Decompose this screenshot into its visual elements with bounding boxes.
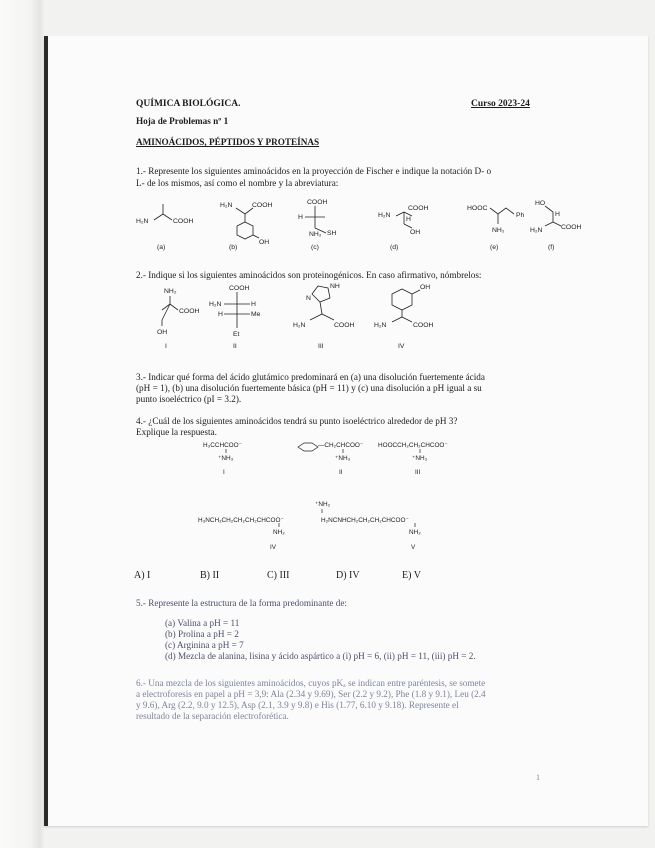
q2i-label: I [165, 343, 167, 350]
q1-structures [128, 192, 582, 258]
q2iii-t4: COOH [334, 322, 355, 329]
q4-options [134, 570, 474, 584]
q4i-label: I [223, 469, 225, 476]
q3-line2: (pH = 1), (b) una disolución fuertemente básica (pH = 11) y (c) una disolución a pH igual a su [136, 383, 482, 393]
q1e-label: (e) [490, 244, 499, 251]
option-a[interactable]: A) I [134, 570, 151, 581]
subject-title: QUÍMICA BIOLÓGICA. [136, 99, 241, 109]
q4-formulas [198, 436, 478, 556]
q4ii-label: II [339, 469, 343, 476]
q2iii-label: III [318, 343, 324, 350]
q2iii-t1: NH [330, 283, 340, 290]
q1a-label: (a) [157, 244, 166, 251]
q2iv-t2: H₂N [374, 322, 387, 329]
q1c-label: (c) [311, 244, 319, 251]
q1c-t3: NH₂ [309, 231, 322, 238]
q1d-t4: OH [410, 229, 421, 236]
q1f-label: (f) [548, 244, 555, 251]
q2ii-t4: H [218, 311, 223, 318]
q1b-t2: COOH [252, 202, 273, 209]
q4iv-sub: NH₂ [273, 529, 285, 536]
q2iii-t2: N [306, 295, 311, 302]
q4iv-main: H₃NCH₂CH₂CH₂CH₂CHCOO⁻ [198, 517, 284, 524]
q1b-t1: H₂N [220, 202, 233, 209]
q1e-t3: NH₂ [492, 227, 505, 234]
q1c-t1: COOH [307, 199, 328, 206]
q5-item-c: (c) Arginina a pH = 7 [165, 640, 244, 650]
topic-title: AMINOÁCIDOS, PÉPTIDOS Y PROTEÍNAS [136, 137, 320, 147]
page-number: 1 [536, 773, 540, 782]
q2ii-t6: Et [233, 331, 240, 338]
q1f-t3: H₂N [530, 227, 543, 234]
q1e-t1: HOOC [467, 205, 488, 212]
q3-line3: punto isoeléctrico (pI = 3.2). [136, 394, 242, 404]
q1a-t2: COOH [173, 218, 194, 225]
course-label: Curso 2023-24 [471, 99, 530, 109]
q4i-sub: ⁺NH₃ [218, 455, 234, 462]
q1c-t2: H [298, 214, 303, 221]
q6-line3: y 9.6), Arg (2.2, 9.0 y 12.5), Asp (2.1, 3.9 y 9.8) e His (1.77, 6.10 y 9.18). Represente el [136, 700, 459, 710]
q1d-label: (d) [390, 244, 399, 251]
q1b-t3: OH [259, 239, 270, 246]
q4ii-main: —CH₂CHCOO⁻ [318, 442, 364, 449]
q2ii-t5: Me [251, 311, 261, 318]
q4v-sub: NH₂ [409, 529, 421, 536]
q1f-t1: HO [535, 200, 546, 207]
q4iii-sub: ⁺NH₃ [412, 455, 428, 462]
q1d-t2: COOH [408, 205, 429, 212]
q1-line1: 1.- Represente los siguientes aminoácidos en la proyección de Fischer e indique la notación D- o [136, 166, 492, 176]
q4iv-label: IV [270, 544, 277, 551]
q5-item-b: (b) Prolina a pH = 2 [165, 629, 239, 639]
q1a-t1: H₂N [136, 218, 149, 225]
q1-line2: L- de los mismos, así como el nombre y la abreviatura: [136, 178, 339, 188]
q1d-t3: H [406, 216, 411, 223]
q5-item-a: (a) Valina a pH = 11 [165, 618, 240, 628]
q1f-t4: COOH [561, 224, 582, 231]
q4iii-main: HOOCCH₂CH₂CHCOO⁻ [378, 442, 448, 449]
q5-title: 5.- Represente la estructura de la forma predominante de: [136, 598, 347, 608]
q4i-main: H₃CCHCOO⁻ [203, 442, 242, 449]
q6-line1: 6.- Una mezcla de los siguientes aminoácidos, cuyos pKₐ se indican entre paréntesis, se somete [136, 678, 486, 688]
q2ii-label: II [233, 343, 237, 350]
q2i-t2: COOH [179, 308, 200, 315]
option-d[interactable]: D) IV [336, 570, 360, 581]
option-c[interactable]: C) III [267, 570, 290, 581]
q2iv-t3: COOH [413, 322, 434, 329]
option-e[interactable]: E) V [402, 570, 421, 581]
q2i-t3: OH [157, 329, 168, 336]
q4-line1: 4.- ¿Cuál de los siguientes aminoácidos tendrá su punto isoeléctrico alrededor de pH 3? [136, 416, 458, 426]
q1e-t2: Ph [516, 212, 525, 219]
option-b[interactable]: B) II [200, 570, 220, 581]
q4-line2: Explique la respuesta. [136, 427, 217, 437]
q5-item-d: (d) Mezcla de alanina, lisina y ácido aspártico a (i) pH = 6, (ii) pH = 11, (iii) pH = 2. [165, 651, 476, 661]
q2iv-label: IV [398, 343, 405, 350]
q4v-main: H₂NCNHCH₂CH₂CH₂CHCOO⁻ [321, 517, 409, 524]
q4ii-sub: ⁺NH₃ [335, 455, 351, 462]
left-margin-shadow [0, 0, 44, 848]
document-page [44, 36, 648, 826]
q2iii-t3: H₂N [293, 322, 306, 329]
q6-line2: a electroforesis en papel a pH = 3,9: Ala (2.34 y 9.69), Ser (2.2 y 9.2), Phe (1.8 y 9.1), Leu (2.4 [136, 689, 486, 699]
q2i-t1: NH₂ [164, 288, 177, 295]
q3-line1: 3.- Indicar qué forma del ácido glutámico predominará en (a) una disolución fuertemente ácida [136, 372, 485, 382]
q4iii-label: III [415, 469, 421, 476]
q2-text: 2.- Indique si los siguientes aminoácidos son proteinogénicos. En caso afirmativo, nómbrelos: [136, 270, 482, 280]
sheet-title: Hoja de Problemas nº 1 [136, 116, 229, 126]
q1b-label: (b) [229, 244, 238, 251]
q2ii-t3: H [251, 301, 256, 308]
q1d-t1: H₂N [378, 212, 391, 219]
q2-structures [152, 280, 452, 356]
q1c-t4: SH [327, 230, 337, 237]
q2ii-t1: COOH [229, 285, 250, 292]
q6-line4: resultado de la separación electroforética. [136, 711, 289, 721]
q4v-label: V [411, 544, 416, 551]
q2ii-t2: H₂N [209, 301, 222, 308]
q1f-t2: H [555, 211, 560, 218]
q4v-top: ⁺NH₂ [315, 501, 331, 508]
q2iv-t1: OH [420, 284, 431, 291]
